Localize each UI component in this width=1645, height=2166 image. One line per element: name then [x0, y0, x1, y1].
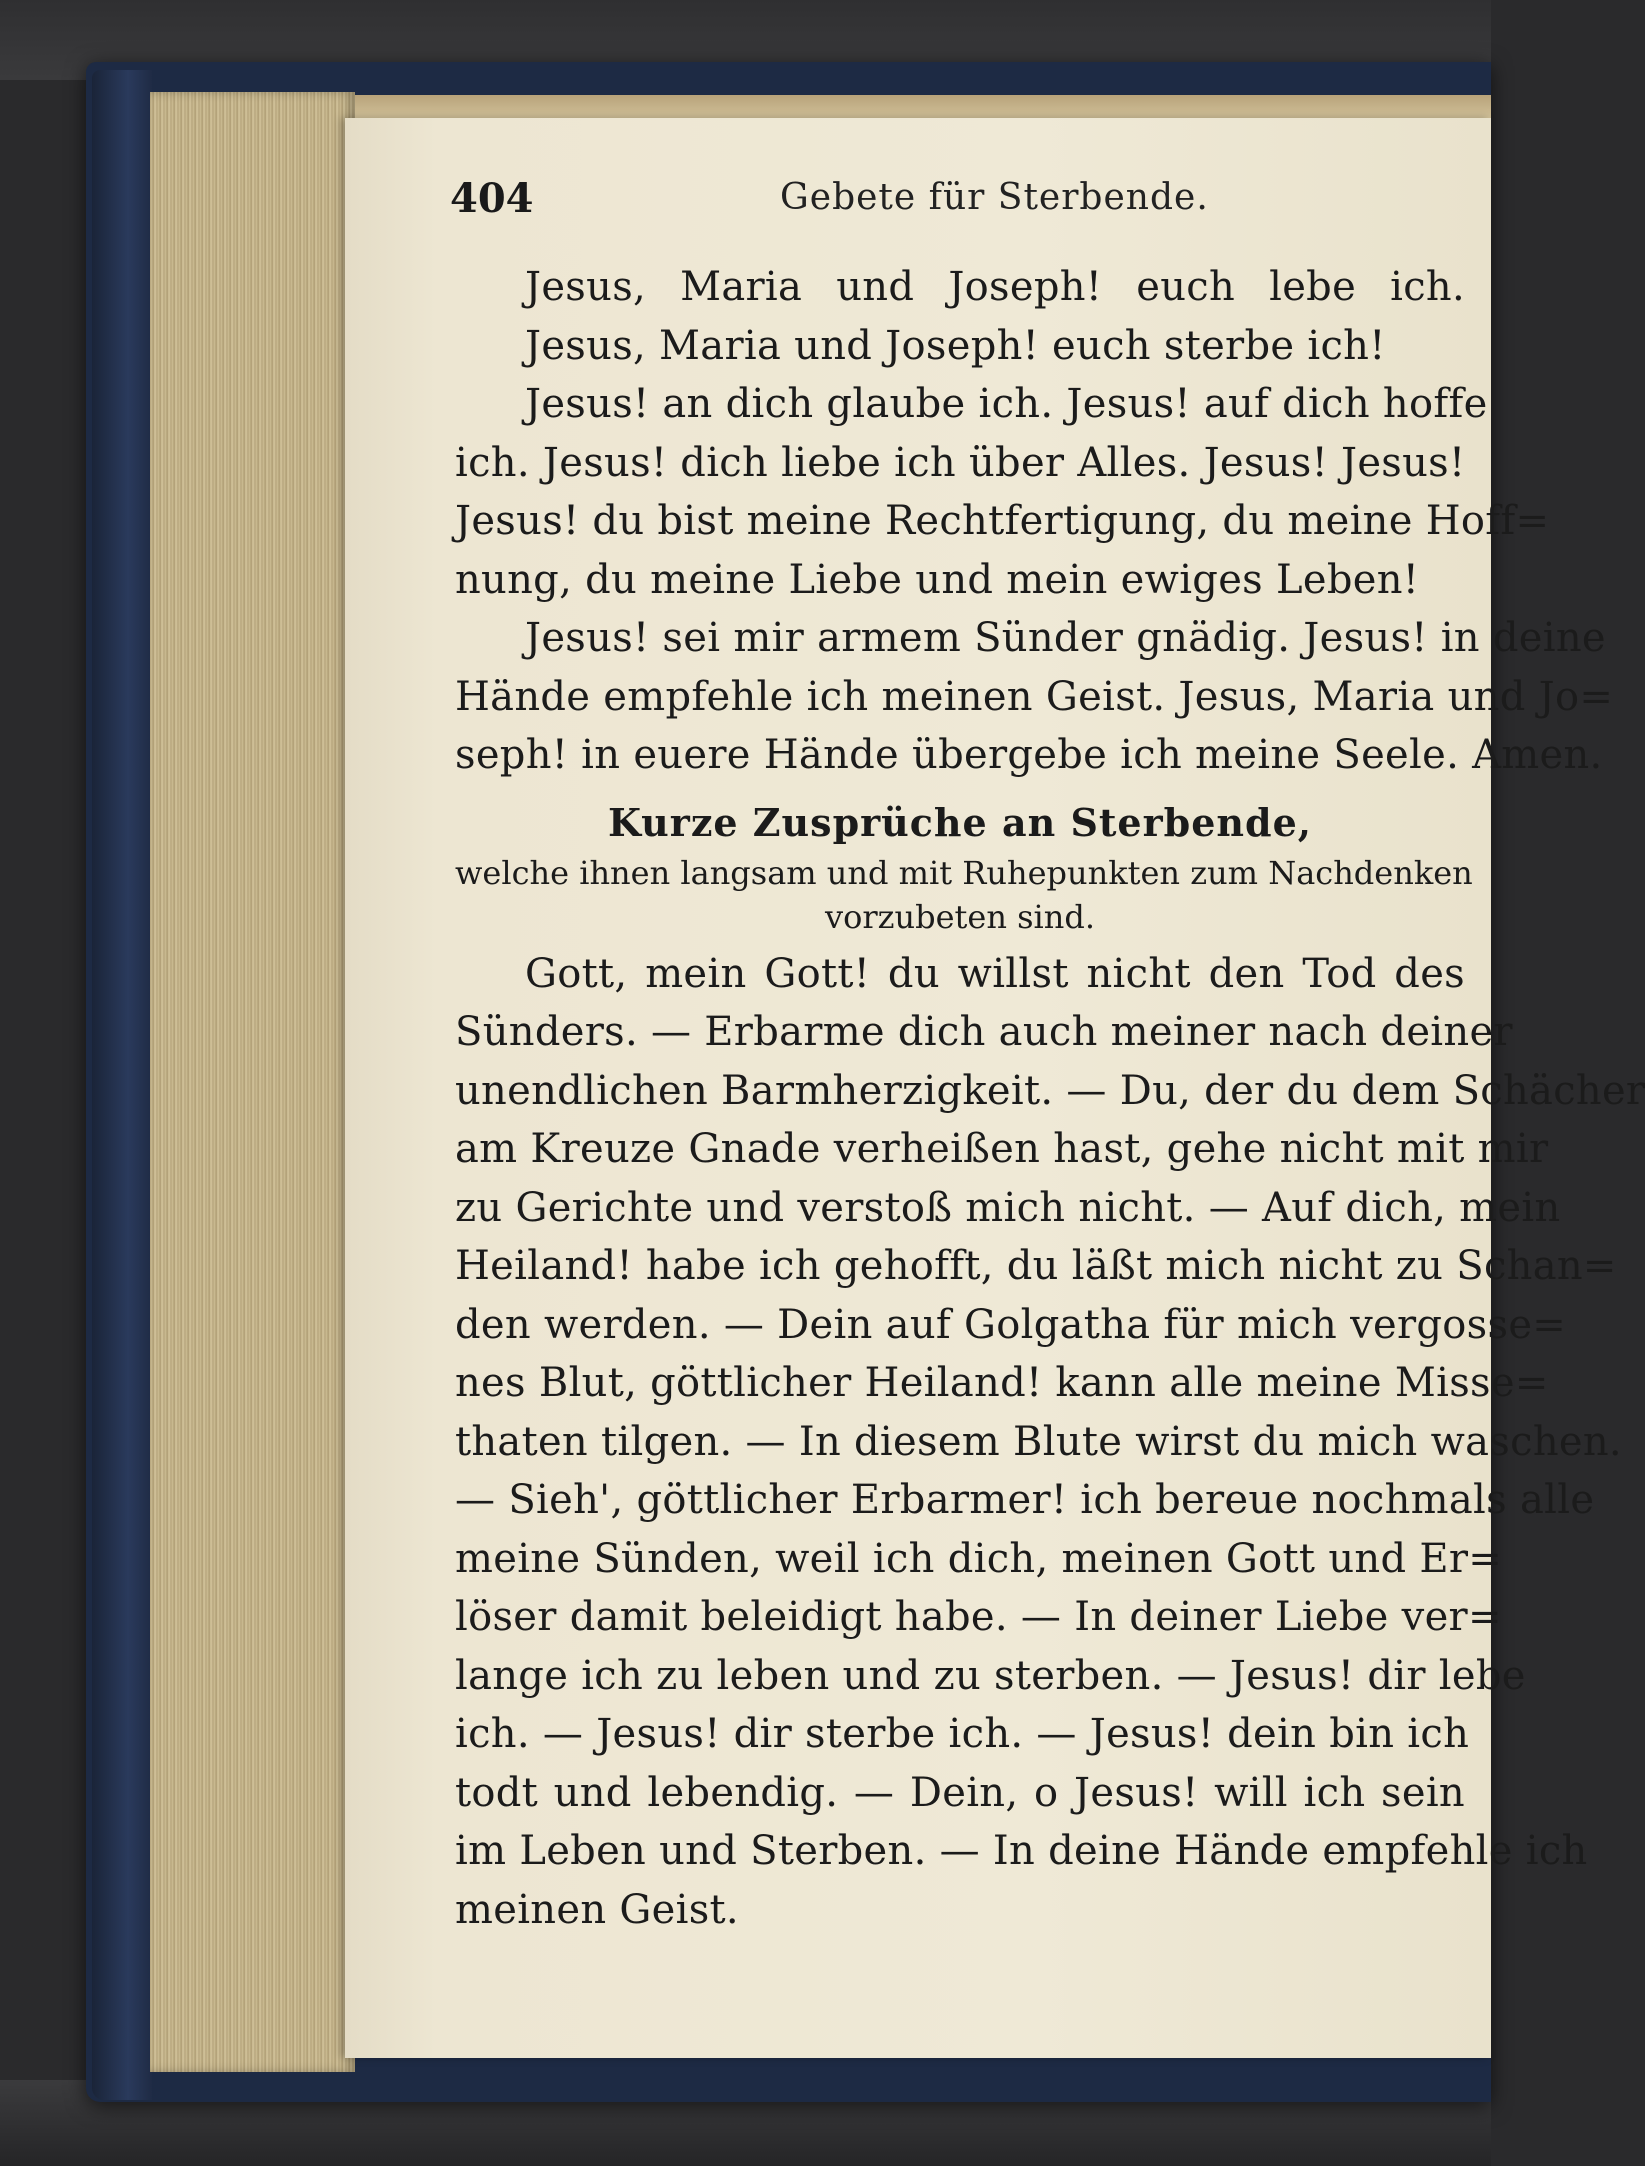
- text-line: lange ich zu leben und zu sterben. — Jesus! dir lebe: [455, 1652, 1526, 1699]
- text-line: Sünders. — Erbarme dich auch meiner nach deiner: [455, 1009, 1513, 1055]
- text-line: den werden. — Dein auf Golgatha für mich vergosse=: [455, 1301, 1567, 1348]
- running-title: Gebete für Sterbende.: [780, 177, 1209, 218]
- text-line: Jesus! sei mir armem Sünder gnädig. Jesus! in deine: [525, 615, 1606, 661]
- text-line: todt und lebendig. — Dein, o Jesus! will ich sein: [455, 1769, 1465, 1816]
- text-line: nung, du meine Liebe und mein ewiges Leben!: [455, 556, 1420, 603]
- text-line: zu Gerichte und verstoß mich nicht. — Auf dich, mein: [455, 1184, 1561, 1231]
- text-line: ich. Jesus! dich liebe ich über Alles. Jesus! Jesus!: [455, 439, 1466, 486]
- page-number: 404: [450, 175, 534, 222]
- page-header: [450, 175, 1450, 235]
- text-line: Jesus, Maria und Joseph! euch lebe ich.: [525, 264, 1465, 310]
- text-line: löser damit beleidigt habe. — In deiner Liebe ver=: [455, 1594, 1502, 1640]
- section-heading: Kurze Zusprüche an Sterbende,: [607, 799, 1312, 845]
- text-line: thaten tilgen. — In diesem Blute wirst du mich waschen.: [455, 1418, 1622, 1465]
- page-stack-edges: [150, 92, 355, 2072]
- text-line: Jesus, Maria und Joseph! euch sterbe ich!: [525, 322, 1386, 369]
- section-subheading: vorzubeten sind.: [824, 897, 1096, 936]
- text-line: unendlichen Barmherzigkeit. — Du, der du dem Schächer: [455, 1067, 1645, 1114]
- text-line: seph! in euere Hände übergebe ich meine Seele. Amen.: [455, 732, 1603, 778]
- text-line: meinen Geist.: [455, 1886, 739, 1933]
- text-line: Hände empfehle ich meinen Geist. Jesus, Maria und Jo=: [455, 673, 1614, 720]
- prayer-paragraph: [455, 945, 1645, 1940]
- text-line: ich. — Jesus! dir sterbe ich. — Jesus! dein bin ich: [455, 1711, 1470, 1757]
- page-text: [455, 258, 1645, 1939]
- book-spine: [92, 70, 152, 2100]
- text-line: im Leben und Sterben. — In deine Hände empfehle ich: [455, 1828, 1588, 1874]
- text-line: Jesus! an dich glaube ich. Jesus! auf dich hoffe: [525, 381, 1488, 427]
- text-line: Heiland! habe ich gehofft, du läßt mich nicht zu Schan=: [455, 1243, 1617, 1289]
- text-line: Jesus! du bist meine Rechtfertigung, du meine Hoff=: [455, 498, 1550, 544]
- text-line: Gott, mein Gott! du willst nicht den Tod des: [525, 950, 1465, 997]
- section-subheading: welche ihnen langsam und mit Ruhepunkten zum Nachdenken: [455, 853, 1473, 892]
- text-line: — Sieh', göttlicher Erbarmer! ich bereue nochmals alle: [455, 1477, 1595, 1523]
- text-line: am Kreuze Gnade verheißen hast, gehe nicht mit mir: [455, 1126, 1549, 1172]
- text-line: meine Sünden, weil ich dich, meinen Gott und Er=: [455, 1535, 1503, 1582]
- text-line: nes Blut, göttlicher Heiland! kann alle meine Misse=: [455, 1360, 1549, 1406]
